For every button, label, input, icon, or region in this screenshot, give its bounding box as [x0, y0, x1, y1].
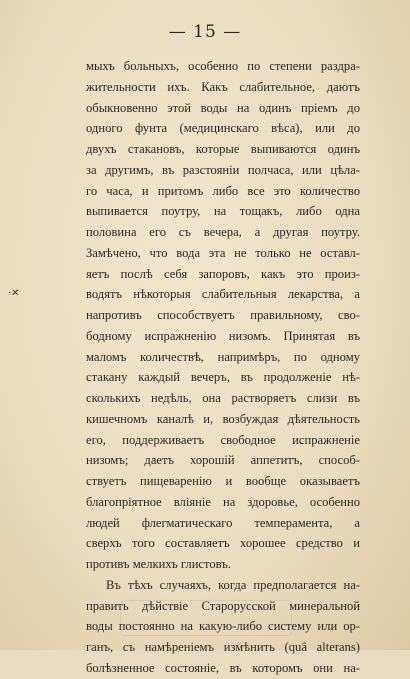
text-line: го часа, и притомъ либо все это количество — [86, 183, 360, 198]
text-line: болѣзненное состояніе, въ которомъ они на- — [86, 660, 360, 675]
page-number: — 15 — — [168, 22, 242, 42]
text-line: править дѣйствіе Старорусской минеральной — [86, 598, 360, 613]
text-line: ствуетъ пищеваренію и вообще оказываетъ — [86, 474, 360, 488]
text-line: бодному испражненію низомъ. Принятая въ — [86, 328, 360, 343]
text-line: благопріятное вліяніе на здоровье, особенно — [86, 494, 360, 509]
text-line: маломъ количествѣ, напримѣръ, по одному — [86, 349, 360, 364]
text-line: яетъ послѣ себя запоровъ, какъ это произ- — [86, 266, 360, 281]
text-line: людей флегматическаго темперамента, а — [86, 515, 360, 530]
text-line: низомъ; даетъ хорошій аппетитъ, способ- — [86, 453, 360, 468]
body-text — [86, 56, 360, 679]
show-through-stamp — [120, 600, 292, 636]
text-line: половина его съ вечера, а другая поутру. — [86, 225, 360, 239]
text-line: кишечномъ каналѣ и, возбуждая дѣятельность — [86, 411, 360, 426]
text-line: напротивъ способствуетъ правильному, сво- — [86, 308, 360, 322]
text-line: Замѣчено, что вода эта не только не оставл- — [86, 245, 360, 260]
margin-mark: ·✕ — [8, 288, 20, 299]
text-line: сколькихъ недѣль, она растворяетъ слизи въ — [86, 391, 360, 405]
text-line: стакану каждый вечеръ, въ продолженіе нѣ- — [86, 370, 360, 385]
text-line: водятъ нѣкоторыя слабительныя лекарства, а — [86, 287, 360, 302]
text-line: за другимъ, въ разстояніи полчаса, или цѣла- — [86, 162, 360, 177]
text-line: одного фунта (медицинскаго вѣса), или до — [86, 121, 360, 136]
text-line: двухъ стакановъ, которые выпиваются одинъ — [86, 142, 360, 156]
text-line: жительности ихъ. Какъ слабительное, даютъ — [86, 79, 360, 94]
text-line: противъ мелкихъ глистовъ. — [86, 557, 231, 571]
text-line: выпивается поутру, на тощакъ, либо одна — [86, 204, 360, 219]
text-line: мыхъ больныхъ, особенно по степени раздра- — [86, 59, 360, 73]
text-line: Въ тѣхъ случаяхъ, когда предполагается на- — [106, 577, 360, 592]
text-line: ганъ, съ намѣреніемъ измѣнить (quâ alterans) — [86, 640, 360, 654]
paragraph-1 — [86, 56, 360, 575]
text-line: его, поддерживаетъ свободное испражненіе — [86, 432, 360, 447]
text-line: сверхъ того составляетъ хорошее средство и — [86, 536, 360, 551]
text-line: обыкновенно этой воды на одинъ пріемъ до — [86, 100, 360, 115]
text-line: воды постоянно на какую-либо систему или ор- — [86, 619, 360, 634]
